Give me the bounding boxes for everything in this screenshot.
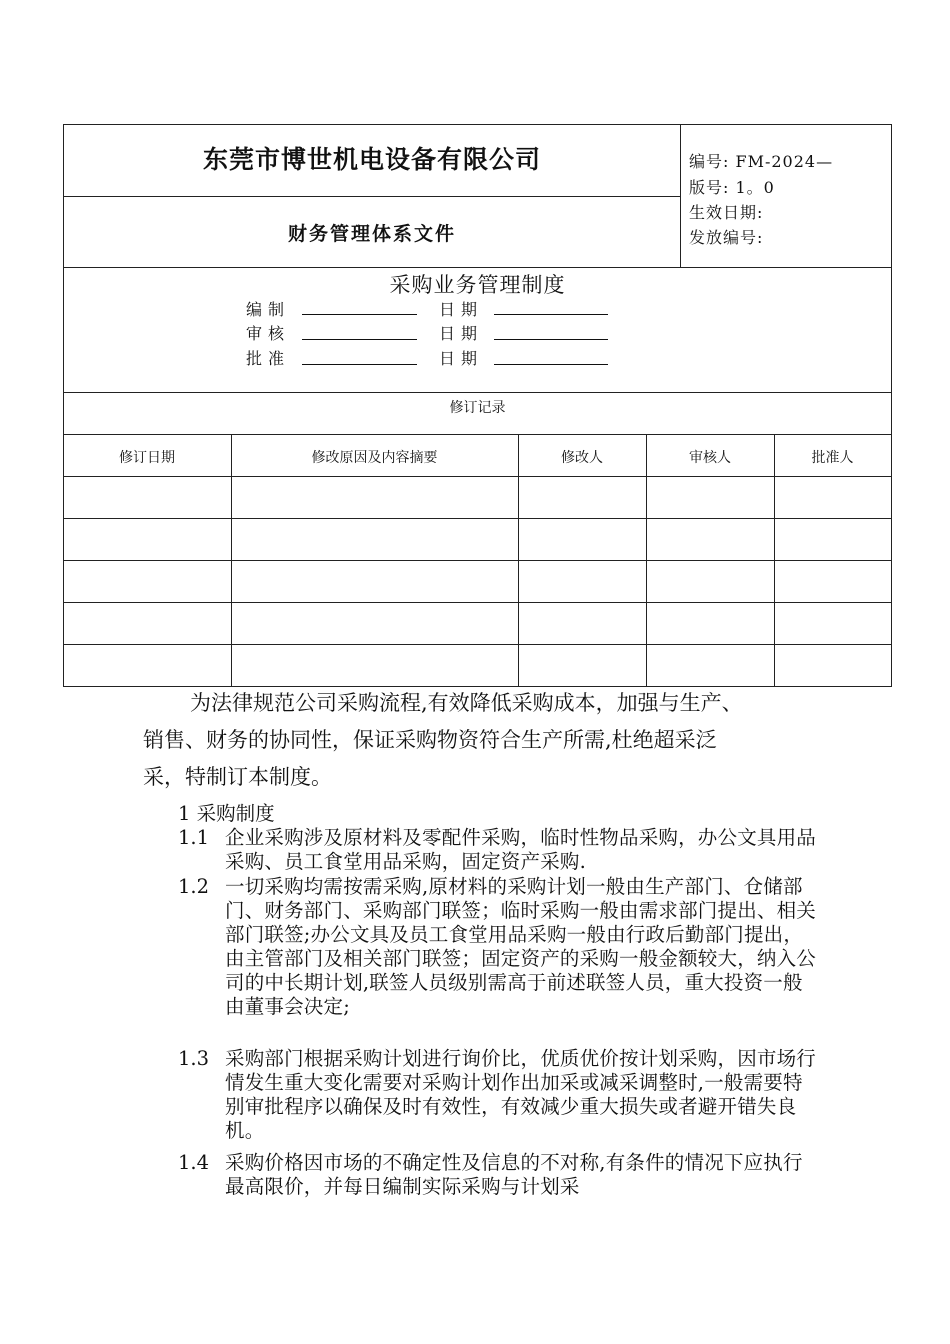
section-heading: 1 采购制度 [178, 802, 275, 825]
signoff-date-label: 日期 [439, 349, 484, 368]
system-name: 财务管理体系文件 [287, 223, 456, 245]
signoff-role-review: 审核 [246, 324, 291, 343]
signoff-date-label: 日期 [439, 324, 484, 343]
intro-paragraph-line: 为法律规范公司采购流程,有效降低采购成本，加强与生产、 [190, 691, 743, 715]
signoff-bottom-border [63, 392, 892, 393]
revision-header-bottom-border [63, 476, 892, 477]
document-title: 采购业务管理制度 [389, 273, 566, 297]
revision-row-line [63, 644, 892, 645]
intro-paragraph-line: 销售、财务的协同性，保证采购物资符合生产所需,杜绝超采泛 [143, 728, 717, 752]
revision-col-divider [231, 434, 232, 687]
revision-col-divider [646, 434, 647, 687]
signoff-date-field[interactable] [494, 364, 608, 365]
revision-row-line [63, 560, 892, 561]
revision-col-header-date: 修订日期 [119, 450, 175, 466]
clause-text: 采购价格因市场的不确定性及信息的不对称,有条件的情况下应执行最高限价，并每日编制实际采购与计划采 [225, 1151, 803, 1198]
document-code: 编号: FM-2024— [689, 152, 834, 171]
clause-number: 1.4 [178, 1151, 210, 1174]
revision-table-title: 修订记录 [449, 400, 506, 416]
clause-number: 1.2 [178, 875, 210, 898]
signoff-date-field[interactable] [494, 339, 608, 340]
revision-col-header-modifier: 修改人 [561, 450, 603, 466]
signoff-field-compile[interactable] [302, 314, 417, 315]
signoff-role-compile: 编制 [246, 300, 291, 319]
signoff-date-field[interactable] [494, 314, 608, 315]
company-name: 东莞市博世机电设备有限公司 [202, 145, 541, 174]
signoff-role-approve: 批准 [246, 349, 291, 368]
effective-date: 生效日期: [689, 203, 764, 222]
version-number: 版号: 1。0 [689, 178, 775, 197]
revision-col-divider [774, 434, 775, 687]
revision-col-header-reviewer: 审核人 [689, 450, 731, 466]
revision-title-bottom-border [63, 434, 892, 435]
header-divider [63, 196, 680, 197]
clause-number: 1.3 [178, 1047, 210, 1070]
intro-paragraph-line: 采，特制订本制度。 [143, 765, 332, 789]
revision-col-header-summary: 修改原因及内容摘要 [311, 450, 438, 466]
clause-text: 一切采购均需按需采购,原材料的采购计划一般由生产部门、仓储部门、财务部门、采购部门联签；临时采购一般由需求部门提出、相关部门联签;办公文具及员工食堂用品采购一般由行政后勤部门提出， 由主管部门及相关部门联签；固定资产的采购一般金额较大，纳入公司的中长期计划,联签人员级别需高于前述联签人员，重大投资一般由董事会决定; [225, 875, 817, 1018]
revision-row-line [63, 518, 892, 519]
signoff-field-review[interactable] [302, 339, 417, 340]
signoff-field-approve[interactable] [302, 364, 417, 365]
revision-row-line [63, 602, 892, 603]
clause-number: 1.1 [178, 826, 210, 849]
header-meta-divider [680, 124, 681, 268]
revision-col-divider [518, 434, 519, 687]
issue-number: 发放编号: [689, 228, 764, 247]
frame-top-border [63, 124, 892, 125]
clause-text: 企业采购涉及原材料及零配件采购，临时性物品采购，办公文具用品采购、员工食堂用品采购，固定资产采购. [225, 826, 817, 873]
signoff-date-label: 日期 [439, 300, 484, 319]
revision-col-header-approver: 批准人 [811, 450, 854, 466]
header-bottom-border [63, 267, 892, 268]
clause-text: 采购部门根据采购计划进行询价比，优质优价按计划采购，因市场行情发生重大变化需要对采购计划作出加采或减采调整时,一般需要特别审批程序以确保及时有效性，有效减少重大损失或者避开错失良机。 [225, 1047, 817, 1142]
